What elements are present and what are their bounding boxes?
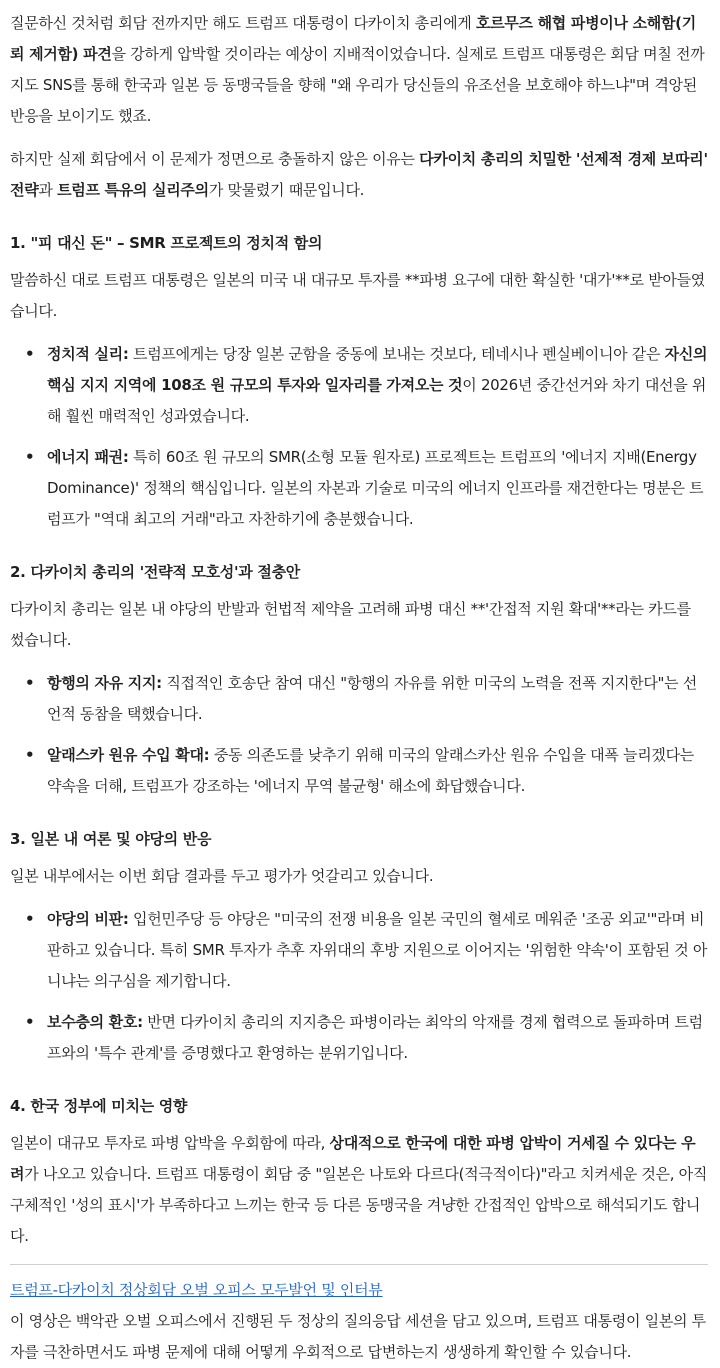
text-run: 을 강하게 압박할 것이라는 예상이 지배적이었습니다. 실제로 트럼프 대통령은 회담 며칠 전까지도 SNS를 통해 한국과 일본 등 동맹국들을 향해 "왜 우리가 당신들의 유조선을 보호해야 하느냐"며 격앙된 반응을 보이기도 했죠. xyxy=(10,45,705,125)
text-run: 중동 의존도를 낮추기 위해 미국의 알래스카산 원유 수입을 대폭 늘리겠다는 약속을 더해, 트럼프가 강조하는 '에너지 무역 불균형' 해소에 화답했습니다. xyxy=(47,746,694,795)
bold-text: 호르무즈 해협 파병이나 소해함(기뢰 제거함) 파견 xyxy=(10,14,696,63)
item-label: 정치적 실리: xyxy=(47,345,129,363)
section-3-list xyxy=(10,904,708,1069)
item-label: 보수층의 환호: xyxy=(47,1013,143,1031)
list-item xyxy=(25,1007,708,1069)
list-item xyxy=(25,339,708,432)
text-run: 가 맞물렸기 때문입니다. xyxy=(208,181,365,199)
section-1-intro: 말씀하신 대로 트럼프 대통령은 일본의 미국 내 대규모 투자를 **파병 요구에 대한 확실한 '대가'**로 받아들였습니다. xyxy=(10,271,705,320)
bold-text: 다카이치 총리의 치밀한 '선제적 경제 보따리' 전략 xyxy=(10,150,708,199)
item-label: 에너지 패권: xyxy=(47,448,129,466)
bullet-icon: • xyxy=(25,746,35,764)
section-2-intro: 다카이치 총리는 일본 내 야당의 반발과 헌법적 제약을 고려해 파병 대신 **'간접적 지원 확대'**라는 카드를 썼습니다. xyxy=(10,600,691,649)
text-run: 반면 다카이치 총리의 지지층은 파병이라는 최악의 악재를 경제 협력으로 돌파하며 트럼프와의 '특수 관계'를 증명했다고 환영하는 분위기입니다. xyxy=(47,1013,703,1062)
intro-paragraph-2 xyxy=(10,144,708,206)
bullet-icon: • xyxy=(25,448,35,466)
text-run: 질문하신 것처럼 회담 전까지만 해도 트럼프 대통령이 다카이치 총리에게 xyxy=(10,14,476,32)
list-item xyxy=(25,668,708,730)
list-item xyxy=(25,442,708,535)
section-heading-1: 1. "피 대신 돈" – SMR 프로젝트의 정치적 함의 xyxy=(10,234,323,252)
text-run: 이 2026년 중간선거와 차기 대선을 위해 훨씬 매력적인 성과였습니다. xyxy=(47,376,707,425)
list-item xyxy=(25,740,708,802)
intro-paragraph-1 xyxy=(10,8,708,132)
section-2-list xyxy=(10,668,708,802)
text-run: 가 나오고 있습니다. 트럼프 대통령이 회담 중 "일본은 나토와 다르다(적극적이다)"라고 치켜세운 것은, 아직 구체적인 '성의 표시'가 부족하다고 느끼는 한국 등 다른 동맹국을 겨냥한 간접적인 압박으로 해석되기도 합니다. xyxy=(10,1165,708,1245)
item-label: 항행의 자유 지지: xyxy=(47,674,162,692)
bold-text: 자신의 핵심 지지 지역에 108조 원 규모의 투자와 일자리를 가져오는 것 xyxy=(47,345,708,394)
list-item xyxy=(25,904,708,997)
text-run: 과 xyxy=(38,181,58,199)
section-heading-2: 2. 다카이치 총리의 '전략적 모호성'과 절충안 xyxy=(10,563,300,581)
item-label: 알래스카 원유 수입 확대: xyxy=(47,746,210,764)
section-heading-3: 3. 일본 내 여론 및 야당의 반응 xyxy=(10,830,212,848)
section-1-list xyxy=(10,339,708,535)
section-heading-4: 4. 한국 정부에 미치는 영향 xyxy=(10,1097,188,1115)
bullet-icon: • xyxy=(25,910,35,928)
section-3-intro: 일본 내부에서는 이번 회담 결과를 두고 평가가 엇갈리고 있습니다. xyxy=(10,867,434,885)
text-run: 입헌민주당 등 야당은 "미국의 전쟁 비용을 일본 국민의 혈세로 메워준 '조공 외교'"라며 비판하고 있습니다. 특히 SMR 투자가 추후 자위대의 후방 지원으로 이어지는 '위험한 약속'이 포함된 것 아니냐는 의구심을 제기합니다. xyxy=(47,910,708,990)
video-description: 이 영상은 백악관 오벌 오피스에서 진행된 두 정상의 질의응답 세션을 담고 있으며, 트럼프 대통령이 일본의 투자를 극찬하면서도 파병 문제에 대해 어떻게 우회적으로 답변하는지 생생하게 확인할 수 있습니다. xyxy=(10,1312,706,1361)
video-link[interactable]: 트럼프-다카이치 정상회담 오벌 오피스 모두발언 및 인터뷰 xyxy=(10,1281,383,1299)
bold-text: 트럼프 특유의 실리주의 xyxy=(57,181,209,199)
item-label: 야당의 비판: xyxy=(47,910,129,928)
text-run: 트럼프에게는 당장 일본 군함을 중동에 보내는 것보다, 테네시나 펜실베이니아 같은 xyxy=(128,345,665,363)
text-run: 직접적인 호송단 참여 대신 "항행의 자유를 위한 미국의 노력을 전폭 지지한다"는 선언적 동참을 택했습니다. xyxy=(47,674,697,723)
text-run: 특히 60조 원 규모의 SMR(소형 모듈 원자로) 프로젝트는 트럼프의 '에너지 지배(Energy Dominance)' 정책의 핵심입니다. 일본의 자본과 기술로 미국의 에너지 인프라를 재건한다는 명분은 트럼프가 "역대 최고의 거래"라고 자찬하기에 충분했습니다. xyxy=(47,448,704,528)
divider xyxy=(10,1264,708,1265)
bullet-icon: • xyxy=(25,345,35,363)
bullet-icon: • xyxy=(25,1013,35,1031)
bullet-icon: • xyxy=(25,674,35,692)
section-4-paragraph xyxy=(10,1128,708,1252)
video-reference xyxy=(10,1275,708,1368)
bold-text: 상대적으로 한국에 대한 파병 압박이 거세질 수 있다는 우려 xyxy=(10,1134,696,1183)
text-run: 일본이 대규모 투자로 파병 압박을 우회함에 따라, xyxy=(10,1134,330,1152)
text-run: 하지만 실제 회담에서 이 문제가 정면으로 충돌하지 않은 이유는 xyxy=(10,150,420,168)
